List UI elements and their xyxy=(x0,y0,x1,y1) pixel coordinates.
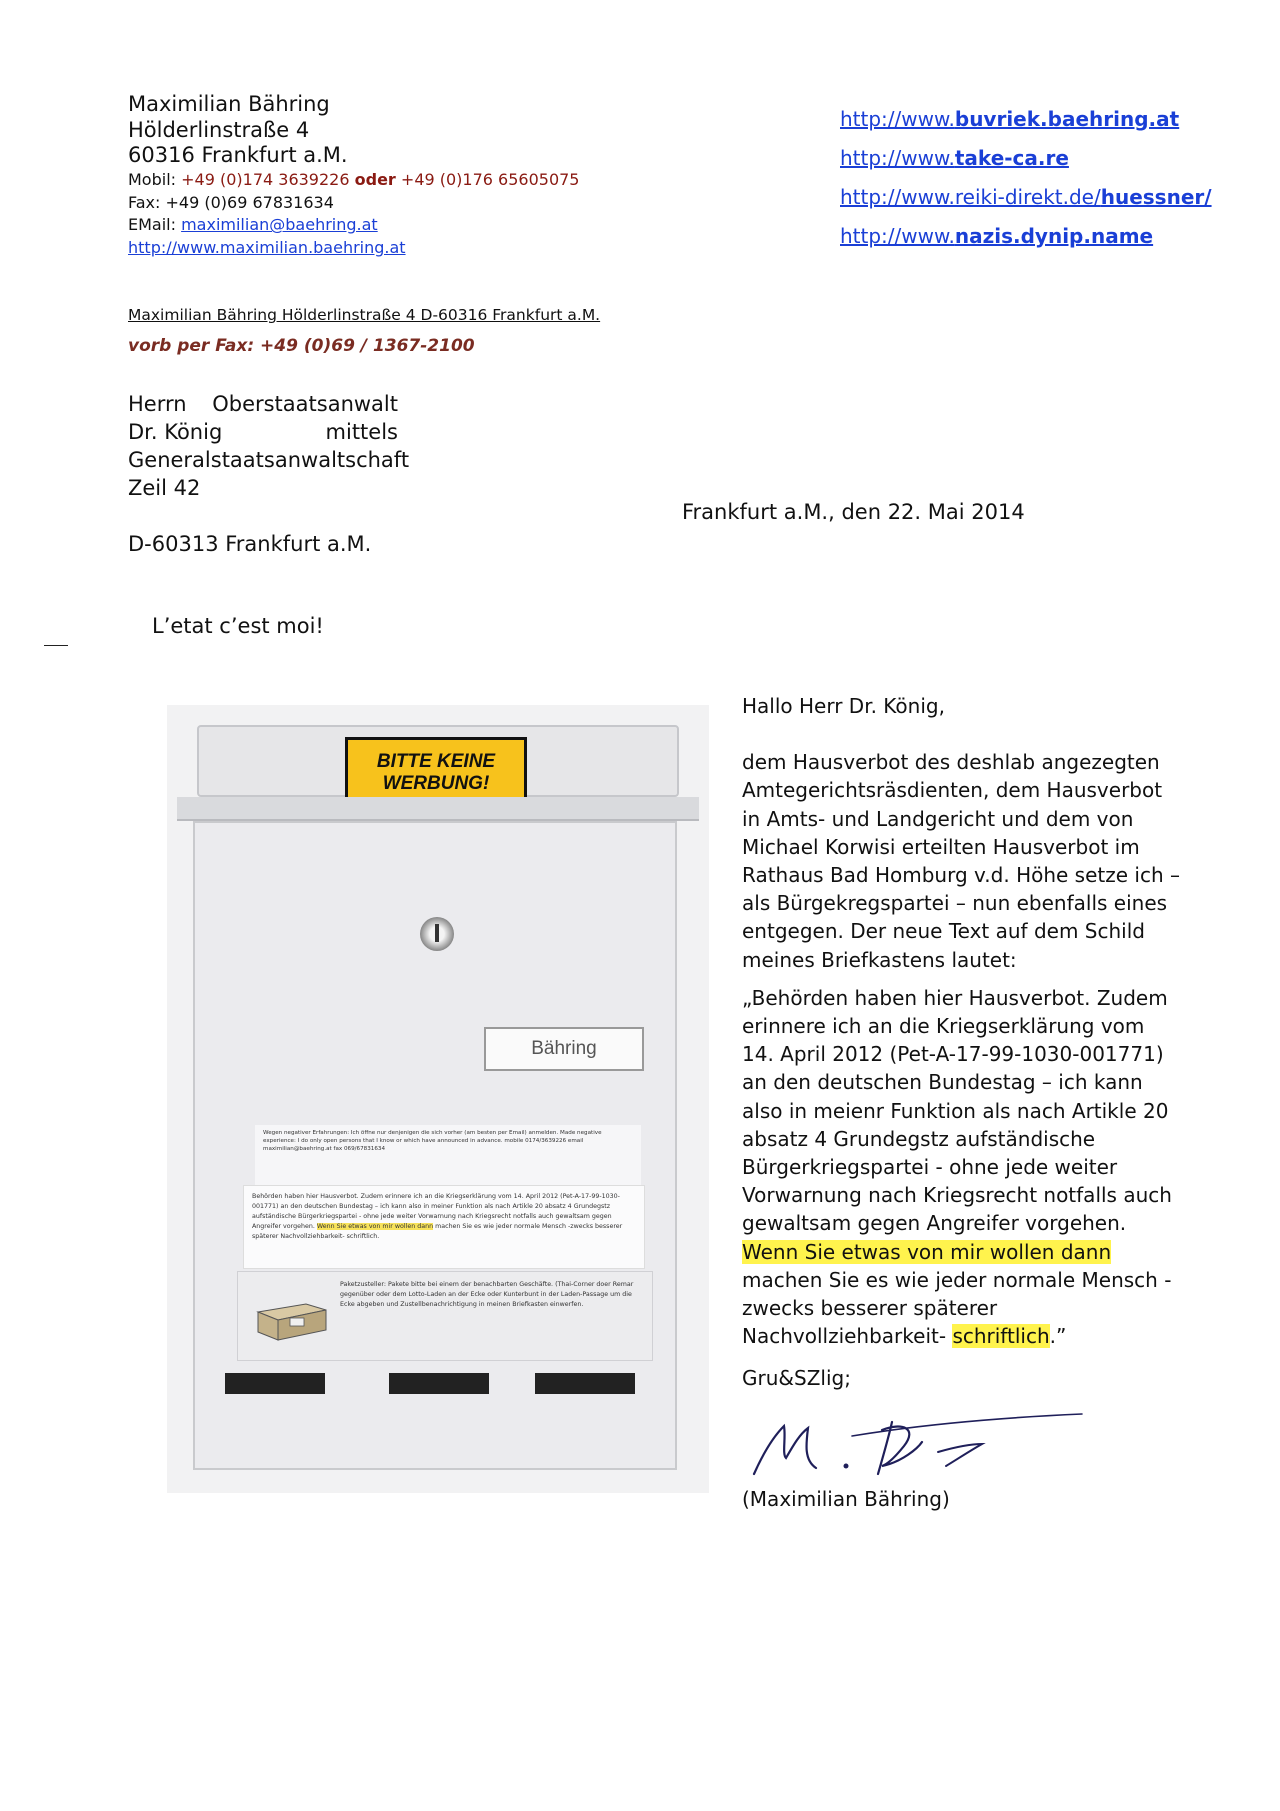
website-link[interactable]: http://www.maximilian.baehring.at xyxy=(128,237,406,257)
date-line: Frankfurt a.M., den 22. Mai 2014 xyxy=(682,500,1025,524)
letter-body xyxy=(742,692,1182,1393)
motto: L’etat c’est moi! xyxy=(152,614,324,638)
return-address: Maximilian Bähring Hölderlinstraße 4 D-60316 Frankfurt a.M. xyxy=(128,306,601,324)
letterbox-flap xyxy=(177,797,699,821)
notice-authorities: Behörden haben hier Hausverbot. Zudem erinnere ich an die Kriegserklärung vom 14. April 2012 (Pet-A-17-99-1030-001771) an den deutschen Bundestag – ich kann also in meiner Funktion als nach Artikle 20 absatz 4 Grundegstz aufständische Bürgerkriegspartei - ohne jede weiter Vorwarnung nach Kriegsrecht notfalls auch gewaltsam gegen Angreifer vorgehen. Wenn Sie etwas von mir wollen dann machen Sie es wie jeder normale Mensch -zwecks besserer späterer Nachvollziehbarkeit- schriftlich. xyxy=(243,1185,645,1269)
paragraph-1: dem Hausverbot des deshlab angezegten Amtegerichtsräsdienten, dem Hausverbot in Amts- und Landgericht und dem von Michael Korwisi erteilten Hausverbot im Rathaus Bad Homburg v.d. Höhe setze ich – als Bürgekregspartei – nun ebenfalls eines entgegen. Der neue Text auf dem Schild meines Briefkastens lautet: xyxy=(742,750,1180,972)
signature-name: (Maximilian Bähring) xyxy=(742,1487,950,1511)
letterbox-photo xyxy=(167,705,709,1493)
link-nazis[interactable]: http://www.nazis.dynip.name xyxy=(840,224,1154,248)
sender-name: Maximilian Bähring xyxy=(128,92,330,116)
nameplate: Bähring xyxy=(484,1027,644,1071)
recipient-block: Herrn Oberstaatsanwalt Dr. König mittels Generalstaatsanwaltschaft Zeil 42 xyxy=(128,392,410,500)
external-links xyxy=(840,100,1212,256)
link-take-care[interactable]: http://www.take-ca.re xyxy=(840,146,1069,170)
no-advertising-sticker: BITTE KEINE WERBUNG! xyxy=(345,737,527,809)
link-buvriek[interactable]: http://www.buvriek.baehring.at xyxy=(840,107,1180,131)
closing: Gru&SZlig; xyxy=(742,1366,851,1391)
sender-email: EMail: maximilian@baehring.at xyxy=(128,215,378,235)
handwritten-signature xyxy=(742,1408,1092,1484)
lock-icon xyxy=(420,917,454,951)
fax-note: vorb per Fax: +49 (0)69 / 1367-2100 xyxy=(128,336,475,356)
parcel-icon xyxy=(252,1294,332,1342)
sender-mobile: Mobil: +49 (0)174 3639226 oder +49 (0)176 65605075 xyxy=(128,169,580,189)
greeting: Hallo Herr Dr. König, xyxy=(742,694,945,718)
quote-paragraph: „Behörden haben hier Hausverbot. Zudem erinnere ich an die Kriegserklärung vom 14. April 2012 (Pet-A-17-99-1030-001771) an den deutschen Bundestag – ich kann also in meienr Funktion als nach Artikle 20 absatz 4 Grundegstz aufständische Bürgerkriegspartei - ohne jede weiter Vorwarnung nach Kriegsrecht notfalls auch gewaltsam gegen Angreifer vorgehen. Wenn Sie etwas von mir wollen dann machen Sie es wie jeder normale Mensch - zwecks besserer späterer Nachvollziehbarkeit- schriftlich.” xyxy=(742,985,1172,1349)
sender-block xyxy=(128,92,579,260)
sender-city: 60316 Frankfurt a.M. xyxy=(128,143,348,168)
link-reiki[interactable]: http://www.reiki-direkt.de/huessner/ xyxy=(840,185,1212,209)
highlight-text: schriftlich xyxy=(952,1324,1050,1349)
vent-slot xyxy=(389,1373,489,1394)
notice-visitors: Wegen negativer Erfahrungen: Ich öffne nur denjenigen die sich vorher (am besten per Email) anmelden. Made negative experience: I do only open persons that I know or which have announced in advance. mobile 0174/3639226 email maximilian@baehring.at fax 069/67831634 xyxy=(255,1125,641,1187)
notice-parcels: Paketzusteller: Pakete bitte bei einem der benachbarten Geschäfte. (Thai-Corner doer Remar gegenüber oder dem Lotto-Laden an der Ecke oder Kunterbunt in der Laden-Passage um die Ecke abgeben und Zustellbenachrichtigung in meinen Briefkasten einwerfen. xyxy=(237,1271,653,1361)
recipient-city: D-60313 Frankfurt a.M. xyxy=(128,532,372,556)
vent-slot xyxy=(225,1373,325,1394)
fold-mark xyxy=(44,645,68,646)
sender-street: Hölderlinstraße 4 xyxy=(128,117,310,142)
email-link[interactable]: maximilian@baehring.at xyxy=(181,215,378,235)
highlight-text: Wenn Sie etwas von mir wollen dann xyxy=(742,1239,1112,1264)
vent-slot xyxy=(535,1373,635,1394)
sender-fax: Fax: +49 (0)69 67831634 xyxy=(128,192,334,212)
